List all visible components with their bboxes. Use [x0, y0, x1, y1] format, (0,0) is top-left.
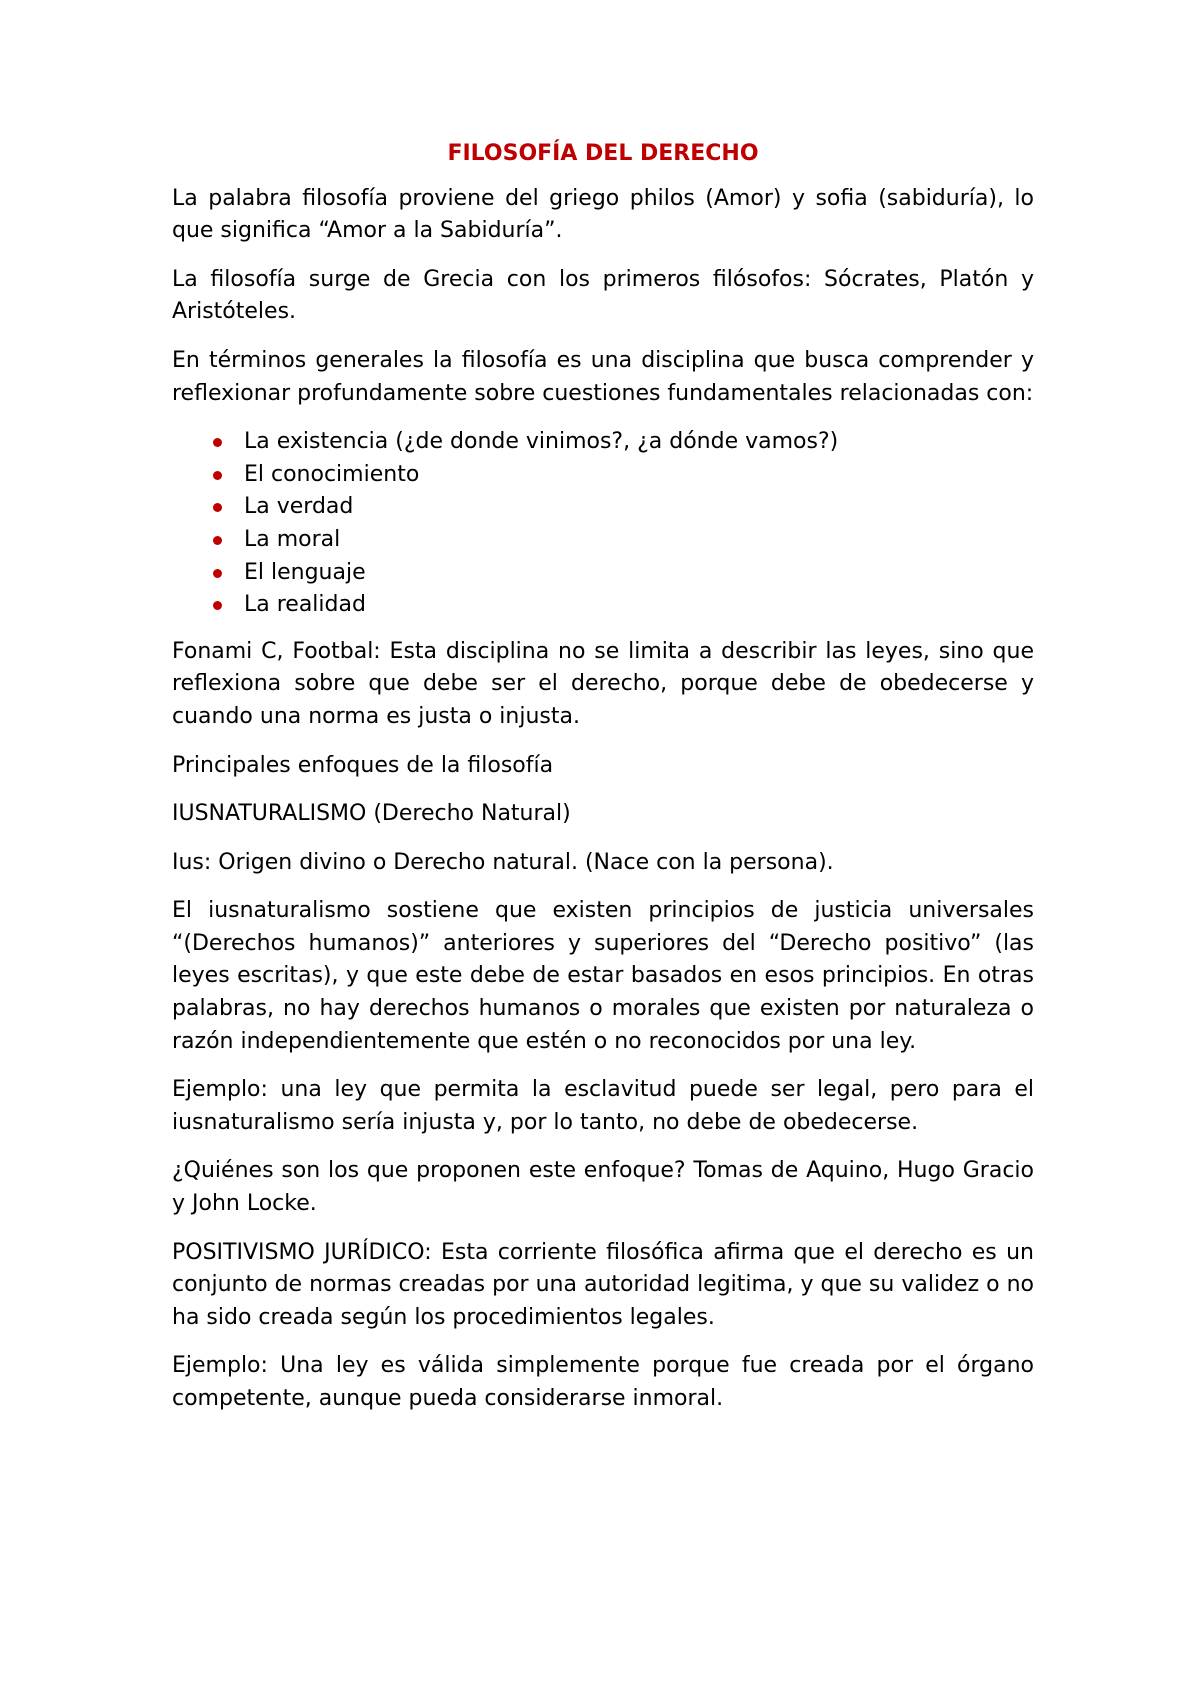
paragraph-iusnaturalismo-body: El iusnaturalismo sostiene que existen principios de justicia universales “(Derechos humanos)” anteriores y superiores del “Derecho positivo” (las leyes escritas), y que este debe de estar basados en esos principios. En otras palabras, no hay derechos humanos o morales que existen por naturaleza o razón independientemente que estén o no reconocidos por una ley. — [172, 898, 1034, 1054]
list-item-text: El lenguaje — [244, 559, 366, 585]
list-item — [172, 426, 1034, 459]
bullet-icon — [213, 471, 222, 480]
list-item-text: El conocimiento — [244, 461, 420, 487]
list-item-text: La existencia (¿de donde vinimos?, ¿a dónde vamos?) — [244, 429, 839, 455]
paragraph-ius-definition: Ius: Origen divino o Derecho natural. (Nace con la persona). — [172, 849, 834, 875]
list-item-text: La realidad — [244, 592, 366, 618]
bullet-icon — [213, 601, 222, 610]
bullet-icon — [213, 438, 222, 447]
paragraph-definition: En términos generales la filosofía es una disciplina que busca comprender y reflexionar profundamente sobre cuestiones fundamentales relacionadas con: — [172, 347, 1034, 406]
paragraph-positivismo-example: Ejemplo: Una ley es válida simplemente porque fue creada por el órgano competente, aunque pueda considerarse inmoral. — [172, 1353, 1034, 1411]
paragraph-etymology: La palabra filosofía proviene del griego philos (Amor) y sofia (sabiduría), lo que significa “Amor a la Sabiduría”. — [172, 185, 1034, 244]
document-title: FILOSOFÍA DEL DERECHO — [447, 141, 759, 166]
paragraph-origin: La filosofía surge de Grecia con los primeros filósofos: Sócrates, Platón y Aristóteles. — [172, 266, 1034, 325]
list-item — [172, 491, 1034, 524]
list-item-text: La moral — [244, 526, 341, 552]
list-item — [172, 524, 1034, 557]
paragraph-positivismo: POSITIVISMO JURÍDICO: Esta corriente filosófica afirma que el derecho es un conjunto de normas creadas por una autoridad legitima, y que su validez o no ha sido creada según los procedimientos legales. — [172, 1239, 1034, 1330]
list-item — [172, 459, 1034, 492]
paragraph-reflection: Fonami C, Footbal: Esta disciplina no se limita a describir las leyes, sino que reflexiona sobre que debe ser el derecho, porque debe de obedecerse y cuando una norma es justa o injusta. — [172, 638, 1034, 729]
bullet-icon — [213, 503, 222, 512]
list-item — [172, 589, 1034, 622]
paragraph-iusnaturalismo-example: Ejemplo: una ley que permita la esclavitud puede ser legal, pero para el iusnaturalismo sería injusta y, por lo tanto, no debe de obedecerse. — [172, 1077, 1034, 1135]
topics-list — [172, 426, 1034, 622]
bullet-icon — [213, 536, 222, 545]
paragraph-iusnaturalismo-heading: IUSNATURALISMO (Derecho Natural) — [172, 801, 571, 827]
paragraph-proponents: ¿Quiénes son los que proponen este enfoque? Tomas de Aquino, Hugo Gracio y John Locke. — [172, 1158, 1034, 1217]
list-item — [172, 557, 1034, 590]
paragraph-approaches-heading: Principales enfoques de la filosofía — [172, 752, 554, 778]
bullet-icon — [213, 569, 222, 578]
document-page — [172, 138, 1034, 1432]
list-item-text: La verdad — [244, 494, 354, 520]
